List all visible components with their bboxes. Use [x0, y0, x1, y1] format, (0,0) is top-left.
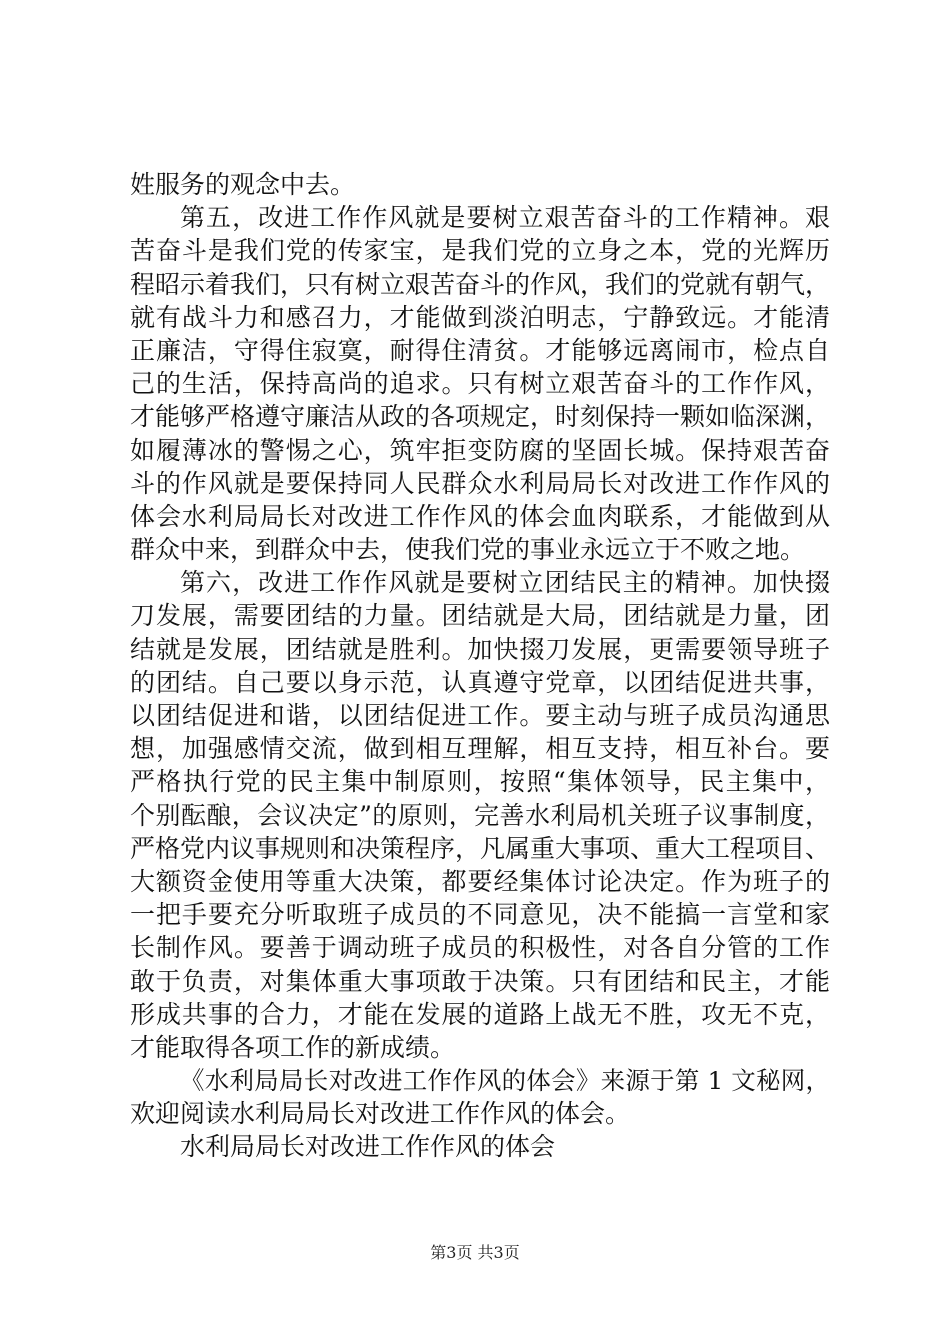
text-line: 长制作风。要善于调动班子成员的积极性，对各自分管的工作 — [130, 933, 830, 963]
text-line: 敢于负责，对集体重大事项敢于决策。只有团结和民主，才能 — [130, 966, 830, 996]
text-line: 严格党内议事规则和决策程序，凡属重大事项、重大工程项目、 — [130, 833, 831, 863]
text-line: 己的生活，保持高尚的追求。只有树立艰苦奋斗的工作作风， — [130, 369, 830, 399]
text-line: 斗的作风就是要保持同人民群众水利局局长对改进工作作风的 — [130, 468, 830, 498]
text-line: 就有战斗力和感召力，才能做到淡泊明志，宁静致远。才能清 — [130, 302, 830, 332]
text-line: 欢迎阅读水利局局长对改进工作作风的体会。 — [130, 1099, 631, 1129]
body-text — [130, 168, 830, 1164]
text-line: 想，加强感情交流，做到相互理解，相互支持，相互补台。要 — [130, 734, 830, 764]
text-line: 如履薄冰的警惕之心，筑牢拒变防腐的坚固长城。保持艰苦奋 — [130, 435, 830, 465]
text-line: 个别酝酿，会议决定”的原则，完善水利局机关班子议事制度， — [130, 800, 830, 830]
text-line: 体会水利局局长对改进工作作风的体会血肉联系，才能做到从 — [130, 501, 830, 531]
text-line: 群众中来，到群众中去，使我们党的事业永远立于不败之地。 — [130, 535, 806, 565]
text-line: 严格执行党的民主集中制原则，按照“集体领导，民主集中， — [130, 767, 830, 797]
text-line: 才能取得各项工作的新成绩。 — [130, 1032, 456, 1062]
page-footer: 第3页 共3页 — [430, 1243, 520, 1262]
text-line: 姓服务的观念中去。 — [130, 170, 356, 199]
text-line: 第五，改进工作作风就是要树立艰苦奋斗的工作精神。艰 — [180, 203, 830, 233]
text-line: 正廉洁，守得住寂寞，耐得住清贫。才能够远离闹市，检点自 — [130, 335, 830, 365]
text-line: 程昭示着我们，只有树立艰苦奋斗的作风，我们的党就有朝气， — [130, 269, 831, 299]
text-line: 形成共事的合力，才能在发展的道路上战无不胜，攻无不克， — [130, 999, 830, 1029]
text-line: 才能够严格遵守廉洁从政的各项规定，时刻保持一颗如临深渊， — [130, 402, 831, 432]
text-line: 苦奋斗是我们党的传家宝，是我们党的立身之本，党的光辉历 — [130, 236, 830, 266]
text-line: 大额资金使用等重大决策，都要经集体讨论决定。作为班子的 — [130, 866, 830, 896]
text-line: 结就是发展，团结就是胜利。加快掇刀发展，更需要领导班子 — [130, 634, 830, 664]
text-line: 水利局局长对改进工作作风的体会 — [180, 1132, 556, 1162]
text-line: 的团结。自己要以身示范，认真遵守党章，以团结促进共事， — [130, 667, 830, 697]
text-line: 《水利局局长对改进工作作风的体会》来源于第 1 文秘网， — [180, 1066, 830, 1096]
text-line: 刀发展，需要团结的力量。团结就是大局，团结就是力量，团 — [130, 601, 830, 631]
text-line: 以团结促进和谐，以团结促进工作。要主动与班子成员沟通思 — [130, 701, 830, 730]
text-line: 一把手要充分听取班子成员的不同意见，决不能搞一言堂和家 — [130, 900, 830, 930]
text-line: 第六，改进工作作风就是要树立团结民主的精神。加快掇 — [180, 568, 830, 598]
